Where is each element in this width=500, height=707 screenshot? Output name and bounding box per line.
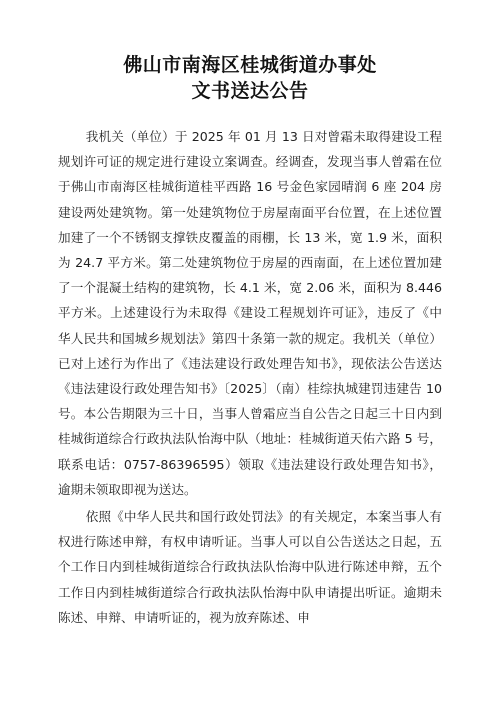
document-title-line1: 佛山市南海区桂城街道办事处 [123, 54, 377, 76]
document-body [58, 124, 442, 632]
document-title-line2: 文书送达公告 [191, 80, 309, 102]
body-paragraph-2: 依照《中华人民共和国行政处罚法》的有关规定，本案当事人有权进行陈述申辩，有权申请听证。当事人可以自公告送达之日起，五个工作日内到桂城街道综合行政执法队怡海中队进行陈述申辩，五个工作日内到桂城街道综合行政执法队怡海中队申请提出听证。逾期未陈述、申辩、申请听证的，视为放弃陈述、申 [58, 509, 442, 625]
body-paragraph-1: 我机关（单位）于 2025 年 01 月 13 日对曾霜未取得建设工程规划许可证的规定进行建设立案调查。经调查，发现当事人曾霜在位于佛山市南海区桂城街道桂平西路 16 号金色家园晴润 6 座 204 房建设两处建筑物。第一处建筑物位于房屋南面平台位置，在上述位置加建了一个不锈钢支撑铁皮覆盖的雨棚，长 13 米，宽 1.9 米，面积为 24.7 平方米。第二处建筑物位于房屋的西南面，在上述位置加建了一个混凝土结构的建筑物，长 4.1 米，宽 2.06 米，面积为 8.446 平方米。上述建设行为未取得《建设工程规划许可证》，违反了《中华人民共和国城乡规划法》第四十条第一款的规定。我机关（单位）已对上述行为作出了《违法建设行政处理告知书》，现依法公告送达《违法建设行政处理告知书》〔2025〕（南）桂综执城建罚违建告 10 号。本公告期限为三十日，当事人曾霜应当自公告之日起三十日内到桂城街道综合行政执法队怡海中队（地址：桂城街道天佑六路 5 号，联系电话：0757-86396595）领取《违法建设行政处理告知书》，逾期未领取即视为送达。 [58, 129, 442, 497]
